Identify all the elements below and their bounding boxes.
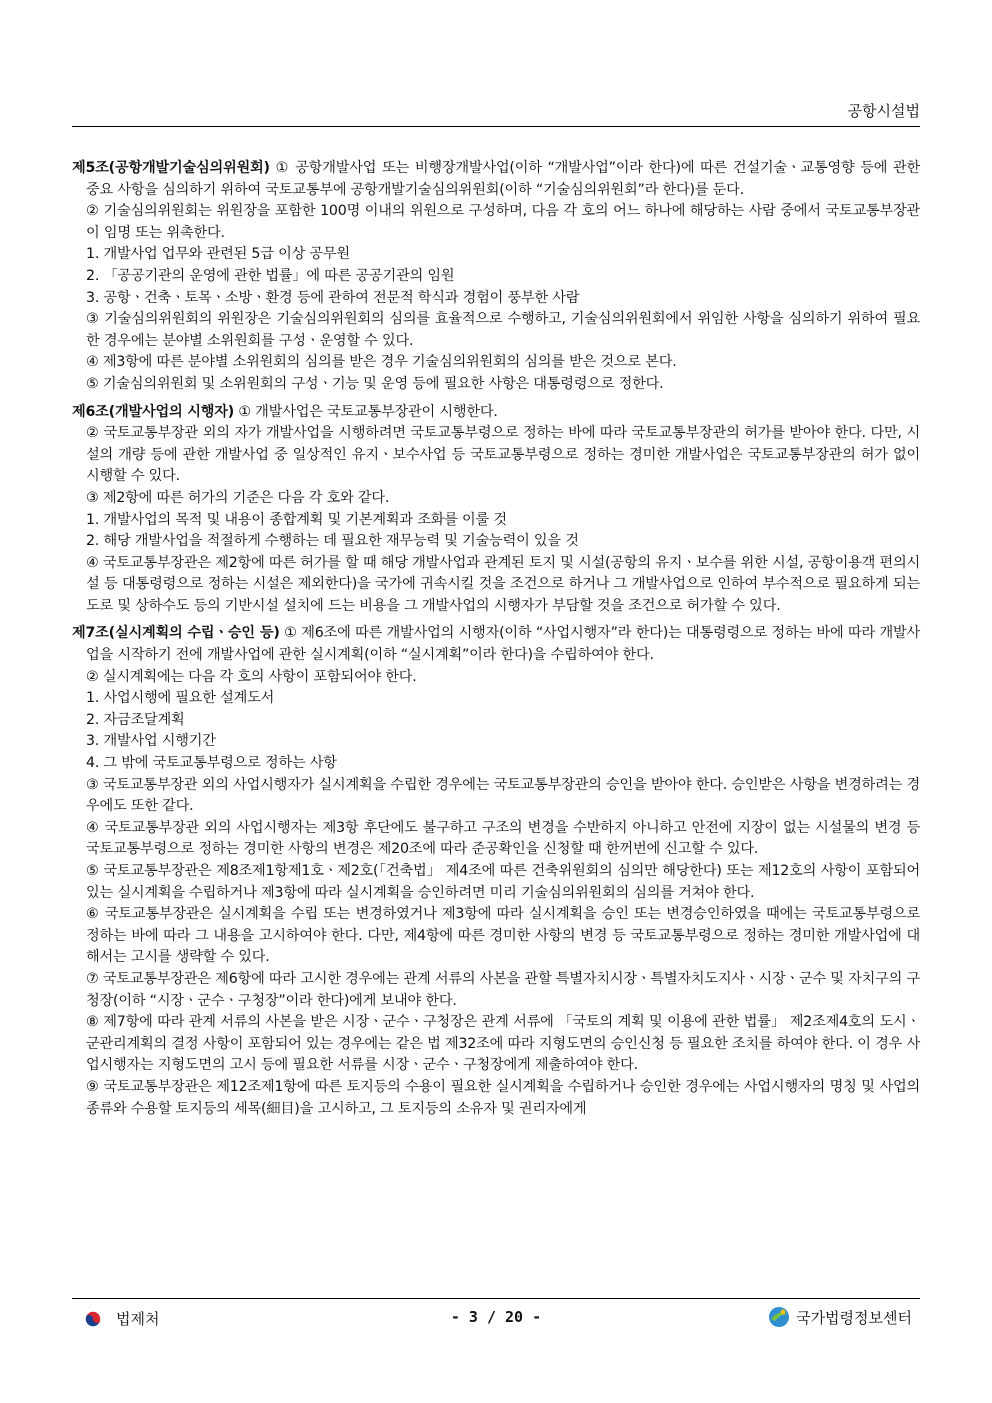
- article-7: [72, 623, 920, 1120]
- paragraph: ④ 제3항에 따른 분야별 소위원회의 심의를 받은 경우 기술심의위원회의 심의를 받은 것으로 본다.: [86, 354, 677, 371]
- paragraph: ② 실시계획에는 다음 각 호의 사항이 포함되어야 한다.: [86, 668, 417, 685]
- paragraph: ⑦ 국토교통부장관은 제6항에 따라 고시한 경우에는 관계 서류의 사본을 관할 특별자치시장ㆍ특별자치도지사ㆍ시장ㆍ군수 및 자치구의 구청장(이하 “시장ㆍ군수ㆍ구청장”이라 한다)에게 보내야 한다.: [86, 970, 920, 1009]
- paragraph: ③ 국토교통부장관 외의 사업시행자가 실시계획을 수립한 경우에는 국토교통부장관의 승인을 받아야 한다. 승인받은 사항을 변경하려는 경우에도 또한 같다.: [86, 776, 920, 815]
- footer-left-label: 법제처: [116, 1310, 160, 1328]
- footer-right: [768, 1306, 912, 1328]
- paragraph: ⑤ 기술심의위원회 및 소위원회의 구성ㆍ기능 및 운영 등에 필요한 사항은 대통령령으로 정한다.: [86, 375, 664, 392]
- paragraph: ⑨ 국토교통부장관은 제12조제1항에 따른 토지등의 수용이 필요한 실시계획을 수립하거나 승인한 경우에는 사업시행자의 명칭 및 사업의 종류와 수용할 토지등의 세목(細目)을 고시하고, 그 토지등의 소유자 및 권리자에게: [86, 1078, 920, 1117]
- page-footer: [72, 1304, 920, 1332]
- paragraph: ③ 제2항에 따른 허가의 기준은 다음 각 호와 같다.: [86, 489, 390, 506]
- paragraph: ⑤ 국토교통부장관은 제8조제1항제1호ㆍ제2호(「건축법」 제4조에 따른 건축위원회의 심의만 해당한다) 또는 제12호의 사항이 포함되어 있는 실시계획을 수립하거나 제3항에 따라 실시계획을 승인하려면 미리 기술심의위원회의 심의를 거쳐야 한다.: [86, 863, 920, 901]
- paragraph: ④ 국토교통부장관 외의 사업시행자는 제3항 후단에도 불구하고 구조의 변경을 수반하지 아니하고 안전에 지장이 없는 시설물의 변경 등 국토교통부령으로 정하는 경미한 사항의 변경은 제20조에 따라 준공확인을 신청할 때 한꺼번에 신고할 수 있다.: [86, 819, 920, 858]
- paragraph: ② 기술심의위원회는 위원장을 포함한 100명 이내의 위원으로 구성하며, 다음 각 호의 어느 하나에 해당하는 사람 중에서 국토교통부장관이 임명 또는 위촉한다.: [86, 203, 920, 241]
- article-6: [72, 402, 920, 618]
- article-intro: [72, 158, 920, 201]
- footer-right-label: 국가법령정보센터: [796, 1308, 912, 1327]
- paragraph: ④ 국토교통부장관은 제2항에 따른 허가를 할 때 해당 개발사업과 관계된 토지 및 시설(공항의 유지ㆍ보수를 위한 시설, 공항이용객 편의시설 등 대통령령으로 정하는 시설은 제외한다)을 국가에 귀속시킬 것을 조건으로 하거나 그 개발사업으로 인하여 부수적으로 필요하게 되는 도로 및 상하수도 등의 기반시설 설치에 드는 비용을 그 개발사업의 시행자가 부담할 것을 조건으로 허가할 수 있다.: [86, 554, 920, 614]
- header-title: 공항시설법: [847, 102, 920, 120]
- article-5: [72, 158, 920, 396]
- article-intro: [72, 402, 920, 424]
- article-intro-text: ① 개발사업은 국토교통부장관이 시행한다.: [234, 403, 498, 420]
- article-heading: 제7조(실시계획의 수립ㆍ승인 등): [72, 625, 280, 642]
- paragraph: ⑥ 국토교통부장관은 실시계획을 수립 또는 변경하였거나 제3항에 따라 실시계획을 승인 또는 변경승인하였을 때에는 국토교통부령으로 정하는 바에 따라 그 내용을 고시하여야 한다. 다만, 제4항에 따른 경미한 사항의 변경 등 국토교통부령으로 정하는 경미한 개발사업에 대해서는 고시를 생략할 수 있다.: [86, 906, 920, 966]
- list-item: 2. 해당 개발사업을 적절하게 수행하는 데 필요한 재무능력 및 기술능력이 있을 것: [86, 533, 579, 550]
- list-item: 3. 개발사업 시행기간: [86, 733, 216, 750]
- list-item: 3. 공항ㆍ건축ㆍ토목ㆍ소방ㆍ환경 등에 관하여 전문적 학식과 경험이 풍부한 사람: [86, 289, 580, 306]
- paragraph: ③ 기술심의위원회의 위원장은 기술심의위원회의 심의를 효율적으로 수행하고, 기술심의위원회에서 위임한 사항을 심의하기 위하여 필요한 경우에는 분야별 소위원회를 구성ㆍ운영할 수 있다.: [86, 311, 920, 349]
- header-divider: [72, 126, 920, 127]
- page-number: - 3 / 20 -: [450, 1308, 542, 1326]
- paragraph: ② 국토교통부장관 외의 자가 개발사업을 시행하려면 국토교통부령으로 정하는 바에 따라 국토교통부장관의 허가를 받아야 한다. 다만, 시설의 개량 등에 관한 개발사업 중 일상적인 유지ㆍ보수사업 등 국토교통부령으로 정하는 경미한 개발사업은 국토교통부장관의 허가 없이 시행할 수 있다.: [86, 425, 920, 485]
- document-body: [72, 158, 920, 1126]
- article-intro-text: ① 제6조에 따른 개발사업의 시행자(이하 “사업시행자”라 한다)는 대통령령으로 정하는 바에 따라 개발사업을 시작하기 전에 개발사업에 관한 실시계획(이하 “실시계획”이라 한다)을 수립하여야 한다.: [86, 625, 920, 664]
- article-intro-text: ① 공항개발사업 또는 비행장개발사업(이하 “개발사업”이라 한다)에 따른 건설기술ㆍ교통영향 등에 관한 중요 사항을 심의하기 위하여 국토교통부에 공항개발기술심의위원회(이하 “기술심의위원회”라 한다)를 둔다.: [86, 160, 920, 198]
- article-intro: [72, 623, 920, 666]
- list-item: 1. 개발사업 업무와 관련된 5급 이상 공무원: [86, 246, 350, 263]
- footer-divider: [72, 1298, 920, 1299]
- article-heading: 제6조(개발사업의 시행자): [72, 403, 235, 420]
- list-item: 2. 자금조달계획: [86, 711, 185, 728]
- article-heading: 제5조(공항개발기술심의위원회): [72, 160, 270, 176]
- list-item: 1. 사업시행에 필요한 설계도서: [86, 690, 275, 707]
- list-item: 4. 그 밖에 국토교통부령으로 정하는 사항: [86, 755, 337, 772]
- law-center-logo-icon: [768, 1306, 790, 1328]
- list-item: 1. 개발사업의 목적 및 내용이 종합계획 및 기본계획과 조화를 이룰 것: [86, 511, 507, 528]
- paragraph: ⑧ 제7항에 따라 관계 서류의 사본을 받은 시장ㆍ군수ㆍ구청장은 관계 서류에 「국토의 계획 및 이용에 관한 법률」 제2조제4호의 도시ㆍ군관리계획의 결정 사항이 포함되어 있는 경우에는 같은 법 제32조에 따라 지형도면의 승인신청 등 필요한 조치를 하여야 한다. 이 경우 사업시행자는 지형도면의 고시 등에 필요한 서류를 시장ㆍ군수ㆍ구청장에게 제출하여야 한다.: [86, 1014, 920, 1074]
- list-item: 2. 「공공기관의 운영에 관한 법률」에 따른 공공기관의 임원: [86, 267, 455, 284]
